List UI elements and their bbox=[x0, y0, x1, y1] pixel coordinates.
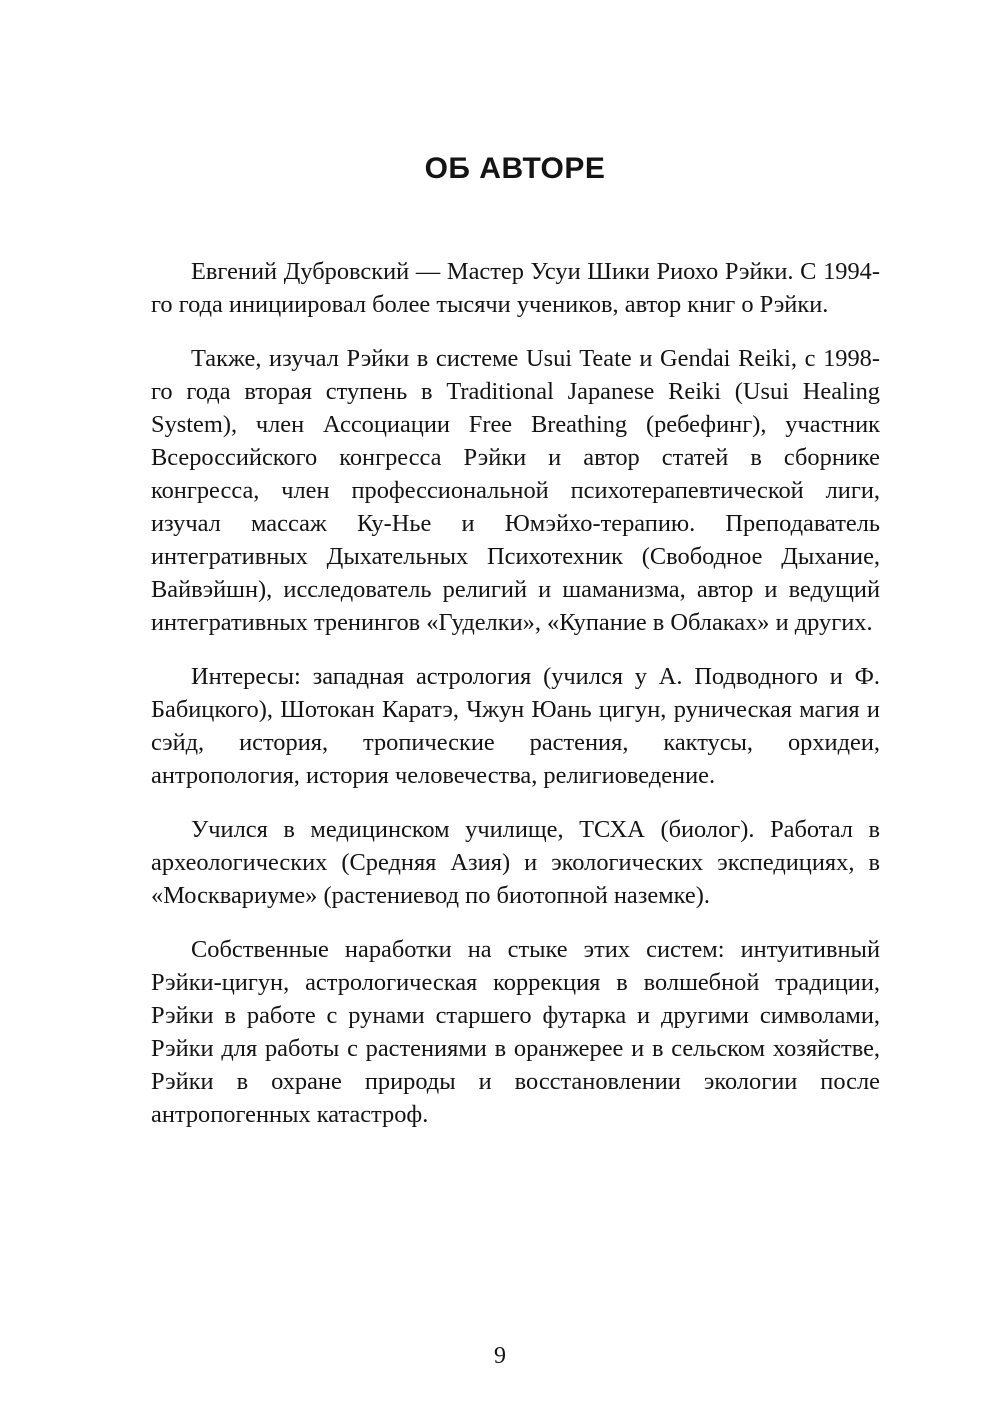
paragraph-education: Учился в медицинском училище, ТСХА (биолог). Работал в археологических (Средняя Азия) и экологических экспедициях, в «Москвариуме» (растениевод по биотопной наземке). bbox=[151, 816, 880, 909]
body-text bbox=[151, 255, 880, 1152]
page-title: ОБ АВТОРЕ bbox=[424, 152, 606, 185]
paragraph-own-methods: Собственные наработки на стыке этих систем: интуитивный Рэйки-цигун, астрологическая коррекция в волшебной традиции, Рэйки в работе с рунами старшего футарка и другими символами, Рэйки для работы с растениями в оранжерее и в сельском хозяйстве, Рэйки в охране природы и восстановлении экологии после антропогенных катастроф. bbox=[151, 936, 880, 1128]
paragraph-experience: Также, изучал Рэйки в системе Usui Teate и Gendai Reiki, с 1998-го года вторая ступень в Traditional Japanese Reiki (Usui Healing System), член Ассоциации Free Breathing (ребефинг), участник Всероссийского конгресса Рэйки и автор статей в сборнике конгресса, член профессиональной психотерапевтической лиги, изучал массаж Ку-Нье и Юмэйхо-терапию. Преподаватель интегративных Дыхательных Психотехник (Свободное Дыхание, Вайвэйшн), исследователь религий и шаманизма, автор и ведущий интегративных тренингов «Гуделки», «Купание в Облаках» и других. bbox=[151, 345, 880, 636]
paragraph-intro: Евгений Дубровский — Мастер Усуи Шики Риохо Рэйки. С 1994-го года инициировал более тысячи учеников, автор книг о Рэйки. bbox=[151, 258, 880, 318]
page-number: 9 bbox=[494, 1343, 506, 1369]
paragraph-interests: Интересы: западная астрология (учился у А. Подводного и Ф. Бабицкого), Шотокан Каратэ, Чжун Юань цигун, руническая магия и сэйд, история, тропические растения, кактусы, орхидеи, антропология, история человечества, религиоведение. bbox=[151, 663, 880, 789]
